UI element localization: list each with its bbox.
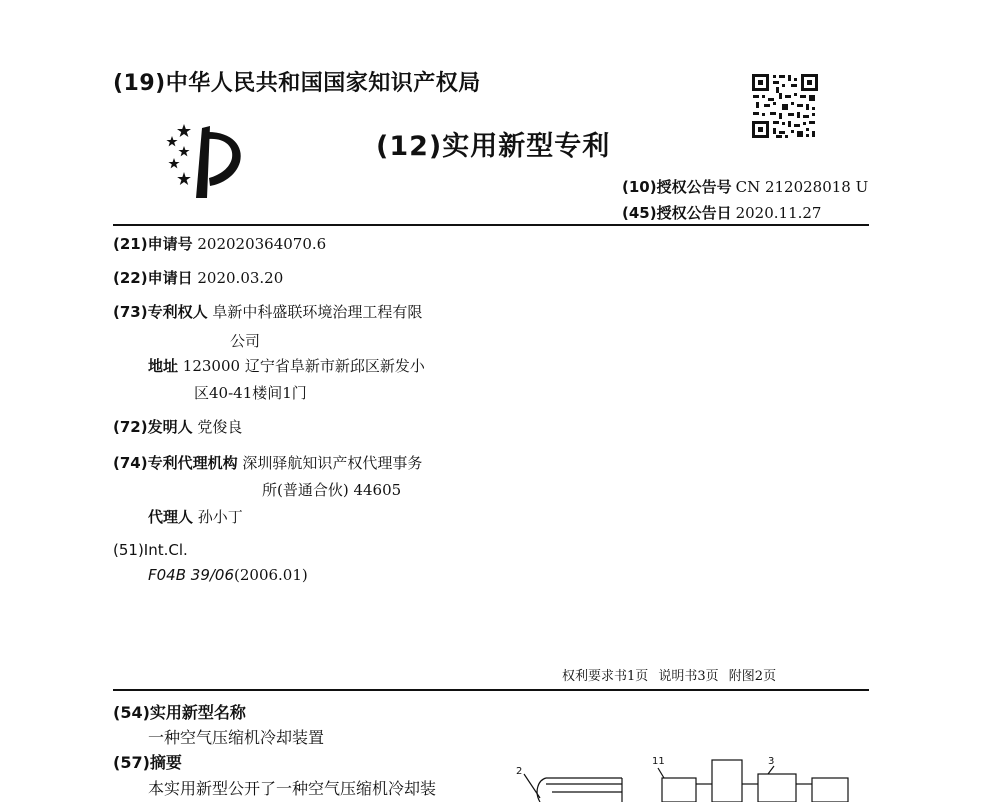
- address-label: 地址: [148, 357, 179, 375]
- application-number-value: 202020364070.6: [197, 235, 327, 253]
- application-date: [113, 266, 283, 290]
- patentee-value-line1: 阜新中科盛联环境治理工程有限: [212, 303, 423, 321]
- application-number: [113, 232, 326, 256]
- middle-divider: [113, 689, 869, 691]
- address: [148, 354, 425, 378]
- inventor: [113, 415, 242, 439]
- agent-value: 孙小丁: [197, 508, 243, 526]
- agent-label: 代理人: [148, 508, 194, 526]
- utility-model-title-label: (54)实用新型名称: [113, 703, 246, 722]
- publication-number-value: CN 212028018 U: [735, 178, 869, 196]
- drawing-label-2: 2: [516, 766, 523, 777]
- agent: [148, 505, 243, 529]
- abstract-text-line1: 本实用新型公开了一种空气压缩机冷却装: [148, 779, 437, 798]
- application-date-label: (22)申请日: [113, 269, 193, 287]
- document-type-title: (12)实用新型专利: [376, 131, 611, 162]
- patent-agency-value-line2: 所(普通合伙) 44605: [262, 481, 402, 499]
- page-count-summary: 权利要求书1页 说明书3页 附图2页: [562, 669, 777, 684]
- int-cl-label: (51)Int.Cl.: [113, 541, 188, 559]
- int-cl-classification: [148, 566, 308, 584]
- drawing-label-3: 3: [768, 756, 775, 767]
- application-number-label: (21)申请号: [113, 235, 193, 253]
- application-date-value: 2020.03.20: [197, 269, 284, 287]
- patent-agency: [113, 451, 422, 475]
- publication-date: [622, 202, 821, 223]
- patentee: [113, 300, 422, 324]
- patent-agency-value-line1: 深圳驿航知识产权代理事务: [242, 454, 423, 472]
- publication-number-label: (10)授权公告号: [622, 178, 732, 196]
- patent-agency-label: (74)专利代理机构: [113, 454, 238, 472]
- publication-date-label: (45)授权公告日: [622, 204, 732, 222]
- top-divider: [113, 224, 869, 226]
- issuing-office: (19)中华人民共和国国家知识产权局: [113, 71, 481, 96]
- publication-number: [622, 176, 868, 197]
- patentee-value-line2: 公司: [230, 332, 261, 350]
- int-cl-code: F04B 39/06: [148, 566, 235, 584]
- abstract-label: (57)摘要: [113, 753, 182, 772]
- drawing-label-11: 11: [652, 756, 665, 767]
- patentee-label: (73)专利权人: [113, 303, 208, 321]
- inventor-value: 党俊良: [197, 418, 243, 436]
- address-value-line1: 123000 辽宁省阜新市新邱区新发小: [182, 357, 425, 375]
- inventor-label: (72)发明人: [113, 418, 193, 436]
- utility-model-title-value: 一种空气压缩机冷却装置: [148, 728, 325, 747]
- qr-code: [750, 72, 820, 140]
- address-value-line2: 区40-41楼间1门: [194, 384, 307, 402]
- publication-date-value: 2020.11.27: [735, 204, 822, 222]
- cnipa-emblem-icon: [158, 122, 258, 202]
- abstract-drawing: [512, 754, 852, 802]
- int-cl-edition: (2006.01): [234, 566, 308, 584]
